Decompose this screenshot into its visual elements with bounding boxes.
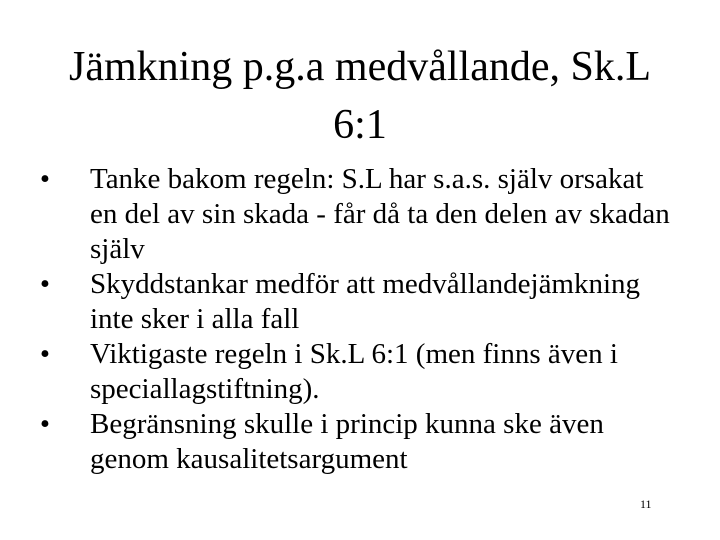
- bullet-item-4: [30, 407, 670, 477]
- bullet-icon: •: [39, 338, 51, 370]
- slide-title: Jämkning p.g.a medvållande, Sk.L 6:1: [68, 44, 652, 148]
- page-number: 11: [640, 497, 652, 511]
- bullet-item-1: [30, 162, 670, 267]
- bullet-icon: •: [39, 408, 51, 440]
- bullet-icon: •: [39, 268, 51, 300]
- bullet-item-3: [30, 337, 670, 407]
- bullet-text-1: Tanke bakom regeln: S.L har s.a.s. själv orsakat en del av sin skada - får då ta den delen av skadan själv: [90, 163, 670, 265]
- bullet-text-4: Begränsning skulle i princip kunna ske även genom kausalitetsargument: [90, 408, 604, 475]
- bullet-text-2: Skyddstankar medför att medvållandejämkning inte sker i alla fall: [90, 268, 641, 335]
- bullet-icon: •: [39, 163, 51, 195]
- bullet-list: [30, 162, 670, 477]
- bullet-text-3: Viktigaste regeln i Sk.L 6:1 (men finns även i speciallagstiftning).: [90, 338, 618, 405]
- bullet-item-2: [30, 267, 670, 337]
